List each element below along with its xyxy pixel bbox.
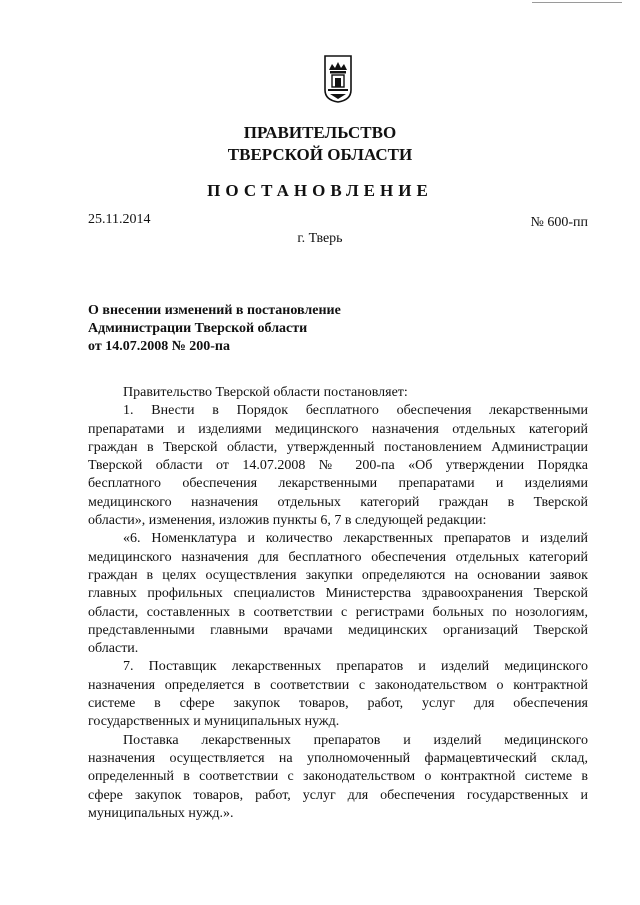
subject-line: Администрации Тверской области: [88, 321, 308, 336]
government-title-line2: ТВЕРСКОЙ ОБЛАСТИ: [227, 145, 413, 164]
body-line: назначения определяется в соответствии с законодательством о контрактной: [88, 677, 588, 693]
body-line: бесплатного обеспечения лекарственными препаратами и изделиями: [88, 476, 588, 492]
body-line: государственных и муниципальных нужд.: [88, 714, 340, 730]
body-line: муниципальных нужд.».: [88, 805, 234, 821]
body-line: медицинского назначения отдельных категорий граждан в Тверской: [88, 494, 588, 510]
document-type-title: ПОСТАНОВЛЕНИЕ: [207, 181, 433, 200]
body-line: сфере закупок товаров, работ, услуг для обеспечения государственных и: [88, 787, 588, 803]
subject-line: О внесении изменений в постановление: [88, 303, 341, 318]
document-subject: [88, 302, 341, 356]
body-line: Поставка лекарственных препаратов и изделий медицинского: [123, 732, 588, 748]
body-line: области», изменения, изложив пункты 6, 7 в следующей редакции:: [88, 513, 487, 529]
tver-coat-of-arms-icon: [323, 54, 353, 104]
document-city: г. Тверь: [297, 231, 343, 246]
scan-artifact-line: [532, 2, 622, 5]
subject-line: от 14.07.2008 № 200-па: [88, 339, 230, 354]
body-line: области.: [88, 641, 139, 657]
body-line: главных профильных специалистов Министерства здравоохранения Тверской: [88, 586, 588, 602]
document-body: [88, 384, 588, 823]
body-line: определенный в соответствии с законодательством о контрактной системе в: [88, 769, 588, 785]
body-line: 7. Поставщик лекарственных препаратов и изделий медицинского: [123, 659, 588, 675]
body-line: «6. Номенклатура и количество лекарственных препаратов и изделий: [123, 531, 588, 547]
body-line: Правительство Тверской области постановляет:: [123, 385, 408, 400]
body-line: системе в сфере закупок товаров, работ, услуг для обеспечения: [88, 696, 588, 712]
body-line: граждан в Тверской области, утвержденный постановлением Администрации: [88, 439, 588, 455]
body-line: Тверской области от 14.07.2008 № 200-па «Об утверждении Порядка: [88, 458, 588, 474]
body-line: области, составленных в соответствии с регистрами больных по нозологиям,: [88, 604, 588, 620]
body-line: представленными главными врачами медицинских организаций Тверской: [88, 622, 588, 638]
document-date: 25.11.2014: [88, 212, 151, 227]
body-line: 1. Внести в Порядок бесплатного обеспечения лекарственными: [123, 403, 588, 419]
body-line: медицинского назначения для бесплатного обеспечения отдельных категорий: [88, 549, 588, 565]
body-line: препаратами и изделиями медицинского назначения отдельных категорий: [88, 421, 588, 437]
government-title-line1: ПРАВИТЕЛЬСТВО: [243, 123, 397, 142]
body-line: назначения осуществляется на уполномоченный фармацевтический склад,: [88, 750, 588, 766]
document-number: № 600-пп: [530, 215, 588, 230]
body-line: граждан в целях осуществления закупки определяются на основании заявок: [88, 567, 588, 583]
